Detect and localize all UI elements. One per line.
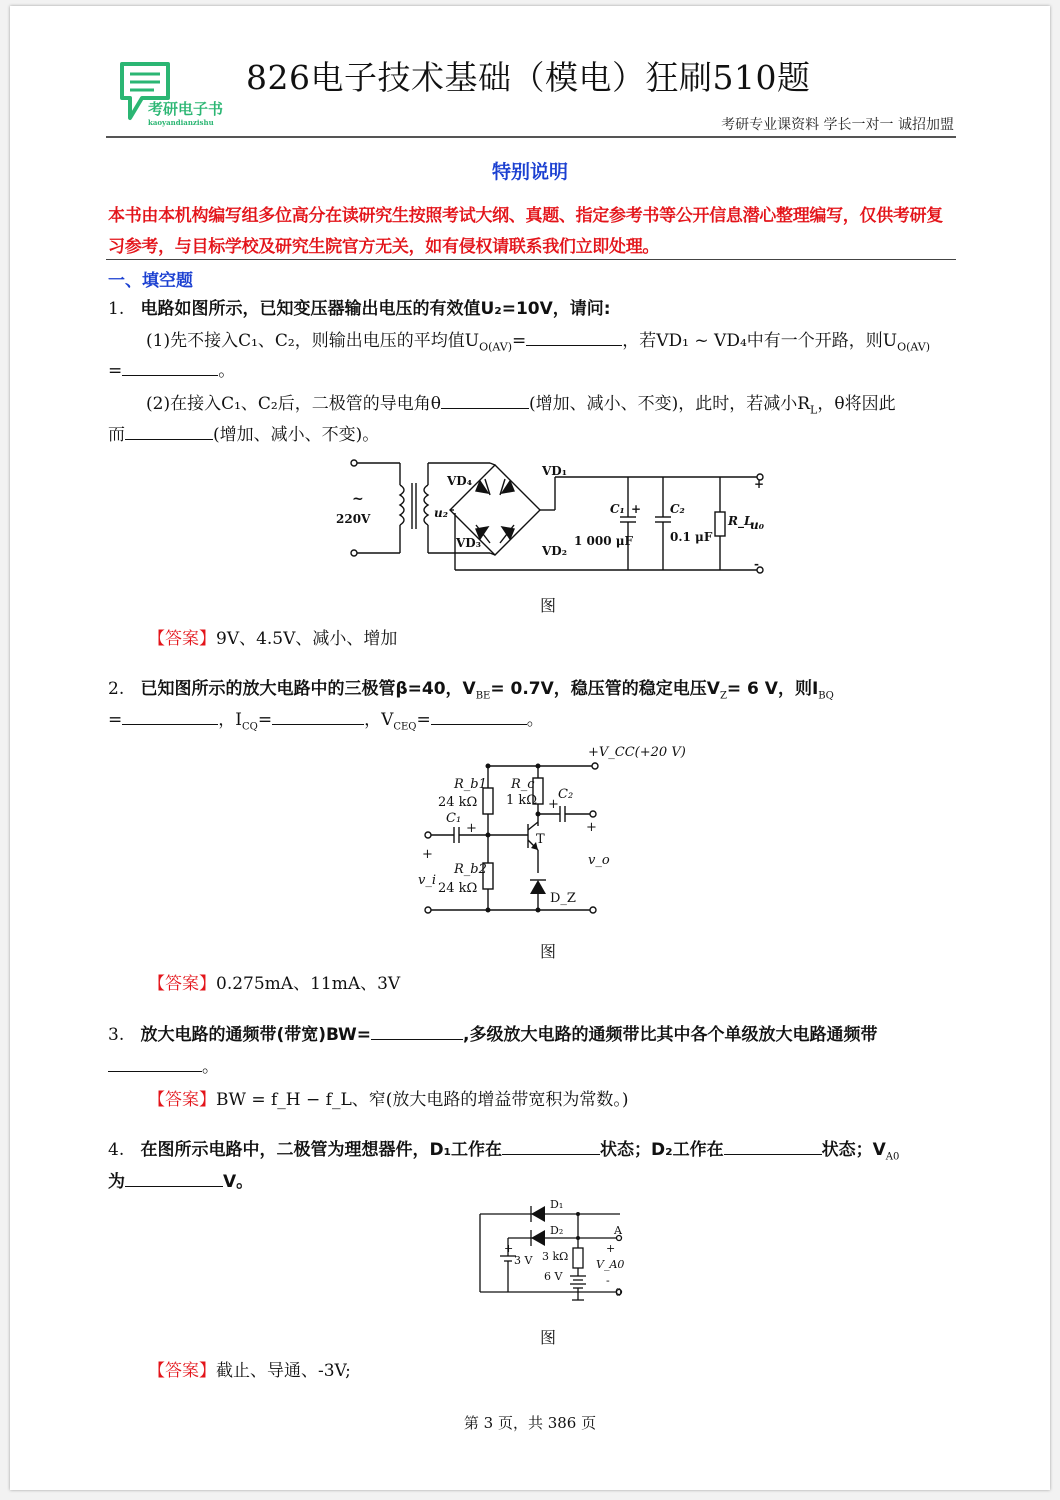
- answer-blank: [125, 1168, 223, 1187]
- answer-blank: [122, 357, 218, 376]
- page-number: 第 3 页，共 386 页: [463, 1414, 597, 1432]
- question-text: 电路如图所示，已知变压器输出电压的有效值U₂=10V，请问:: [140, 299, 611, 319]
- svg-text:220V: 220V: [336, 512, 371, 526]
- page-title: 826电子技术基础（模电）狂刷510题: [246, 58, 811, 97]
- amplifier-circuit-diagram: [410, 738, 710, 927]
- svg-text:1 kΩ: 1 kΩ: [506, 793, 538, 808]
- answer-blank: [125, 421, 213, 440]
- question-2-line-2: = ，$I_{CQ}=$ ，$V_{CEQ}=$ 。: [108, 705, 544, 742]
- notice-divider: [106, 259, 956, 260]
- svg-text:24 kΩ: 24 kΩ: [438, 795, 478, 810]
- question-1-line-4: (2)在接入C₁、C₂后，二极管的导电角θ (增加、减小、不变)，此时，若减小$R_L$，θ将因此: [146, 389, 896, 425]
- question-1-line-3: = 。: [108, 356, 235, 386]
- svg-text:+: +: [586, 820, 597, 835]
- answer-1: 【答案】9V、4.5V、减小、增加: [148, 629, 398, 649]
- question-4-line-2: 为 V。: [108, 1167, 253, 1197]
- svg-text:+: +: [422, 847, 433, 862]
- answer-blank: [108, 1053, 202, 1072]
- svg-text:u₂: u₂: [434, 506, 448, 520]
- svg-text:+: +: [754, 477, 765, 491]
- svg-text:D₁: D₁: [550, 1198, 564, 1211]
- svg-text:R_b2: R_b2: [454, 862, 487, 877]
- header-divider: [106, 136, 956, 138]
- svg-text:v_i: v_i: [418, 873, 437, 888]
- rectifier-circuit-diagram: [330, 455, 770, 584]
- answer-blank: [724, 1136, 822, 1155]
- svg-text:0.1 μF: 0.1 μF: [670, 530, 713, 544]
- svg-text:+: +: [606, 1242, 616, 1255]
- notice-title: 特别说明: [491, 161, 568, 183]
- svg-text:VD₁: VD₁: [542, 464, 567, 478]
- logo-text: 考研电子书: [148, 100, 224, 118]
- svg-text:T: T: [536, 832, 545, 847]
- answer-2: 【答案】0.275mA、11mA、3V: [148, 974, 401, 994]
- svg-text:C₁: C₁: [610, 502, 625, 516]
- answer-4: 【答案】截止、导通、-3V;: [148, 1361, 351, 1381]
- svg-text:3 V: 3 V: [514, 1254, 533, 1267]
- svg-text:A: A: [614, 1224, 622, 1237]
- svg-text:+: +: [466, 821, 477, 836]
- answer-tag: 【答案】: [148, 1090, 216, 1110]
- question-3-line-2: 。: [108, 1052, 219, 1082]
- question-1-line-1: [108, 294, 611, 324]
- question-number: 1.: [108, 299, 125, 319]
- answer-blank: [431, 706, 527, 725]
- svg-text:-: -: [606, 1274, 610, 1287]
- svg-text:VD₂: VD₂: [542, 544, 567, 558]
- figure-caption: 图: [539, 1328, 556, 1347]
- svg-text:+: +: [631, 502, 642, 516]
- svg-text:1 000 μF: 1 000 μF: [574, 534, 634, 548]
- svg-text:v_o: v_o: [588, 853, 610, 868]
- answer-tag: 【答案】: [148, 629, 216, 649]
- answer-blank: [272, 706, 364, 725]
- svg-text:+: +: [548, 797, 559, 812]
- figure-caption: 图: [539, 942, 556, 961]
- figure-caption: 图: [539, 596, 556, 615]
- svg-text:R_b1: R_b1: [454, 777, 487, 792]
- notice-text: 本书由本机构编写组多位高分在读研究生按照考试大纲、真题、指定参考书等公开信息潜心整理编写，仅供考研复习参考，与目标学校及研究生院官方无关，如有侵权请联系我们立即处理。: [108, 206, 943, 257]
- svg-text:24 kΩ: 24 kΩ: [438, 881, 478, 896]
- answer-blank: [441, 390, 529, 409]
- question-1-line-2: (1)先不接入C₁、C₂，则输出电压的平均值$U_{O(AV)}=$ ，若VD₁ ~ VD₄中有一个开路，则$U_{O(AV)}$: [146, 326, 930, 362]
- svg-text:R_L: R_L: [728, 514, 753, 528]
- svg-text:D₂: D₂: [550, 1224, 564, 1237]
- svg-text:V_A0: V_A0: [596, 1258, 625, 1271]
- svg-text:D_Z: D_Z: [550, 891, 576, 906]
- svg-text:VD₄: VD₄: [447, 474, 472, 488]
- svg-text:C₂: C₂: [670, 502, 685, 516]
- logo: [110, 58, 235, 130]
- question-4-line-1: 4. 在图所示电路中，二极管为理想器件，D₁工作在 状态；D₂工作在 状态；$V_{A0}$: [108, 1135, 899, 1172]
- question-3-line-1: 3. 放大电路的通频带(带宽)BW= ,多级放大电路的通频带比其中各个单级放大电路通频带: [108, 1020, 877, 1050]
- svg-text:~: ~: [352, 491, 364, 507]
- question-1-line-5: 而 (增加、减小、不变)。: [108, 420, 379, 450]
- answer-tag: 【答案】: [148, 1361, 216, 1381]
- answer-blank: [526, 327, 622, 346]
- svg-text:6 V: 6 V: [544, 1270, 563, 1283]
- answer-tag: 【答案】: [148, 974, 216, 994]
- svg-text:C₁: C₁: [446, 811, 462, 826]
- svg-text:R_c: R_c: [511, 777, 535, 792]
- header-subtitle: 考研专业课资料 学长一对一 诚招加盟: [721, 117, 954, 133]
- svg-text:VD₃: VD₃: [456, 536, 481, 550]
- svg-text:3 kΩ: 3 kΩ: [542, 1250, 569, 1263]
- svg-text:C₂: C₂: [558, 787, 574, 802]
- question-2-line-1: 2. 已知图所示的放大电路中的三极管β=40，$V_{BE}= 0.7V$，稳压管的稳定电压$V_Z= 6$ V，则$I_{BQ}$: [108, 679, 834, 702]
- svg-text:+: +: [504, 1242, 514, 1255]
- logo-subtext: kaoyandianzishu: [148, 118, 214, 127]
- svg-text:u₀: u₀: [750, 518, 764, 532]
- svg-text:+V_CC(+20 V): +V_CC(+20 V): [588, 745, 686, 760]
- answer-3: 【答案】BW = f_H − f_L、窄(放大电路的增益带宽积为常数。): [148, 1090, 629, 1110]
- answer-blank: [502, 1136, 600, 1155]
- svg-text:-: -: [754, 557, 759, 571]
- answer-blank: [371, 1021, 463, 1040]
- diode-circuit-diagram: [470, 1196, 640, 1315]
- svg-text:0: 0: [615, 1286, 622, 1299]
- answer-blank: [122, 706, 218, 725]
- section-heading: 一、填空题: [108, 271, 193, 291]
